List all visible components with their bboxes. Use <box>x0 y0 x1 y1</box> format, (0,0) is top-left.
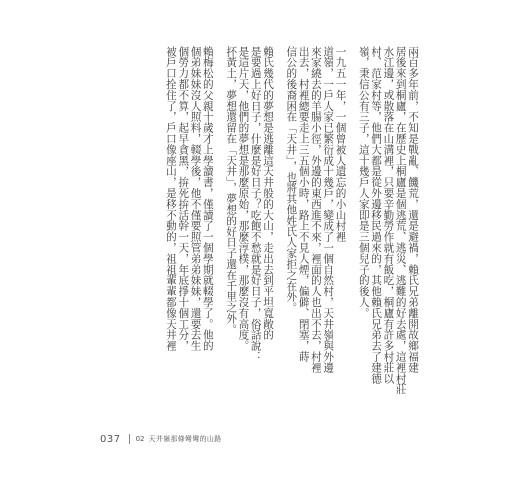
body-text <box>102 46 419 418</box>
text-column: 是要過上好日子，什麼是好日子？吃飽不愁就是好日子，俗話說： <box>249 46 262 363</box>
text-column: 道嶺，一戶人家已繁衍成十幾戶，變成了一個自然村，天井嶺與外邊 <box>322 46 335 373</box>
text-column: 抔黃土，夢想還留在「天井」，夢想的好日子還在千里之外。 <box>225 46 238 335</box>
text-column: 來家繞去的羊腸小徑，外邊的東西進不來，裡面的人也出不去，村裡 <box>309 46 322 373</box>
page-number: 037 <box>100 433 121 445</box>
text-column: 賴梅松的父親十歲才上學讀書，僅讀了一個學期就輟學了。他的 <box>201 46 214 352</box>
chapter-number: 02 <box>135 435 145 443</box>
text-column: 被戶口拴住了，戶口像座山，是移不動的，祖祖輩輩都像天井裡 <box>164 46 177 352</box>
running-title: 天井嶺那條彎彎的山路 <box>148 435 222 443</box>
text-column: 是這片天，他們的夢想是那麼原始，那麼淳樸，那麼沒有高度。 <box>237 46 250 352</box>
text-column: 水江邊，或散落在山溝裡，只要辛勤勞作就有飯吃，桐廬有許多村莊以 <box>382 46 395 384</box>
text-column: 出去，村裡總要走上三五個小時，路上不見人煙，偏僻、閉塞，蒔 <box>297 46 310 363</box>
text-column: 兩百多年前，不知是戰亂、饑荒，還是避禍，賴氏兄弟離開故鄉福建 <box>407 46 419 373</box>
text-column: 一九五一年，一個曾被人遺忘的小山村裡 <box>334 46 347 243</box>
text-column: 嶺，秉信公有三子，這十幾戶人家即是三個兒子的後人。 <box>357 46 370 319</box>
page-footer <box>100 432 222 446</box>
text-column: 居後來到桐廬，在歷史上桐廬是個逃荒、逃災、逃難的好去處，這裡村莊 <box>394 46 407 395</box>
text-column: 村、范家村等，他們大都是從外邊移民過來的，其他賴氏兄弟去了建德 <box>370 46 383 384</box>
text-column: 個勞力都不算，起早貪黑，拚死拚活幹一天，年底掙十個工分， <box>177 46 190 352</box>
footer-divider <box>129 434 130 444</box>
text-column: 個弟妹妹沒人照料，輟學後，他不僅要照管弟弟妹妹，還要去生 <box>189 46 202 352</box>
text-column: 信公的後裔困在「天井」，也將其他姓氏人家拒之在外。 <box>285 46 298 314</box>
text-column: 賴氏幾代的夢想是逃離這天井般的大山，走出去到平坦寬敞的 <box>262 46 275 341</box>
